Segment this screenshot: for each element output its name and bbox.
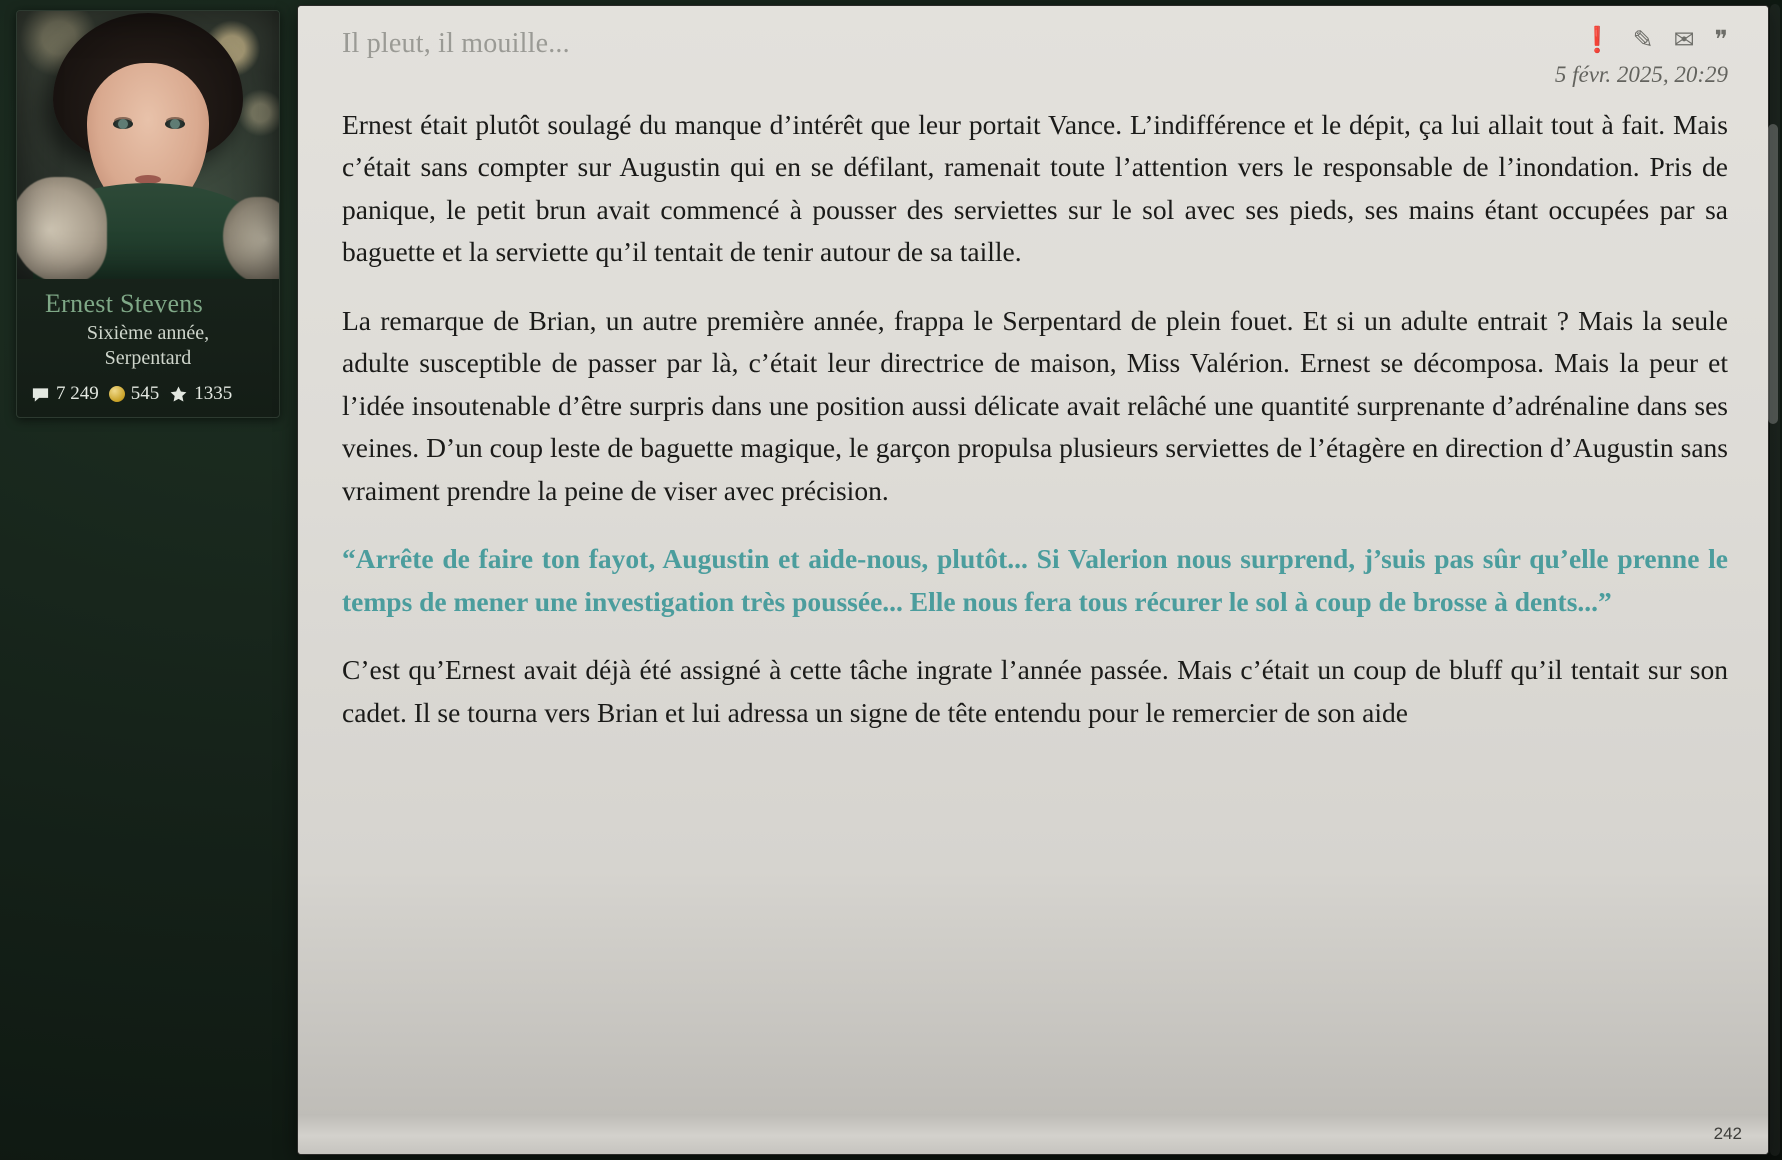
stat-coins	[109, 383, 160, 405]
post-paragraph-dialogue: “Arrête de faire ton fayot, Augustin et aide-nous, plutôt... Si Valerion nous surprend, j’suis pas sûr qu’elle prenne le temps de mener une investigation très poussée... Elle nous fera tous récurer le sol à coup de brosse à dents...”	[342, 543, 1728, 617]
stat-points-value: 1335	[194, 383, 233, 404]
author-subtitle	[27, 321, 269, 371]
post-paper	[298, 6, 1768, 1114]
author-card	[16, 10, 280, 418]
post-paragraph: La remarque de Brian, un autre première année, frappa le Serpentard de plein fouet. Et si un adulte entrait ? Mais la seule adulte susceptible de passer par là, c’était leur directrice de maison, Miss Valérion. Ernest se décomposa. Mais la peur et l’idée insoutenable d’être surpris dans une position aussi délicate avait relâché une quantité surprenante d’adrénaline dans ses veines. D’un coup leste de baguette magique, le garçon propulsa plusieurs serviettes de l’étagère en direction d’Augustin sans vraiment prendre la peine de viser avec précision.	[342, 304, 1728, 506]
author-house: Serpentard	[104, 347, 192, 369]
quote-icon[interactable]: ❞	[1714, 27, 1728, 54]
star-icon	[169, 385, 188, 404]
post-paragraph: Ernest était plutôt soulagé du manque d’intérêt que leur portait Vance. L’indifférence et le dépit, ça lui allait tout à fait. Mais c’était sans compter sur Augustin qui en se défilant, ramenait toute l’attention vers le responsable de l’inondation. Pris de panique, le petit brun avait commencé à pousser des serviettes sur le sol avec ses pieds, ses mains étant occupées par sa baguette et la serviette qu’il tentait de tenir autour de sa taille.	[342, 109, 1728, 268]
author-stats	[27, 383, 269, 405]
stat-messages-value: 7 249	[56, 383, 99, 404]
avatar[interactable]	[17, 11, 279, 279]
post-panel	[298, 6, 1768, 1154]
pencil-edit-icon[interactable]: ✎	[1632, 27, 1654, 54]
stat-messages	[31, 383, 99, 405]
stat-coins-value: 545	[130, 383, 160, 404]
post-date: 5 févr. 2025, 20:29	[1554, 62, 1728, 87]
author-year: Sixième année,	[86, 322, 210, 344]
post-body	[342, 104, 1728, 734]
post-footer	[298, 1114, 1768, 1154]
post-actions	[1555, 28, 1728, 53]
envelope-message-icon[interactable]: ✉	[1673, 27, 1695, 54]
speech-bubble-icon	[31, 385, 50, 404]
post-header	[342, 28, 1728, 88]
exclamation-report-icon[interactable]: ❗	[1581, 27, 1613, 54]
author-meta	[17, 279, 279, 417]
avatar-vignette	[17, 11, 279, 279]
author-name[interactable]: Ernest Stevens	[45, 289, 204, 318]
post-title: Il pleut, il mouille...	[342, 28, 570, 59]
page-number: 242	[1713, 1124, 1742, 1143]
post-paragraph: C’est qu’Ernest avait déjà été assigné à cette tâche ingrate l’année passée. Mais c’était un coup de bluff qu’il tentait sur son cadet. Il se tourna vers Brian et lui adressa un signe de tête entendu pour le remercier de son aide	[342, 654, 1728, 728]
scrollbar-thumb[interactable]	[1768, 124, 1778, 424]
stat-points	[169, 383, 232, 405]
author-column	[8, 6, 298, 1154]
post-header-right	[1555, 28, 1728, 88]
scrollbar-track[interactable]	[1770, 4, 1780, 1156]
coin-icon	[109, 386, 125, 402]
